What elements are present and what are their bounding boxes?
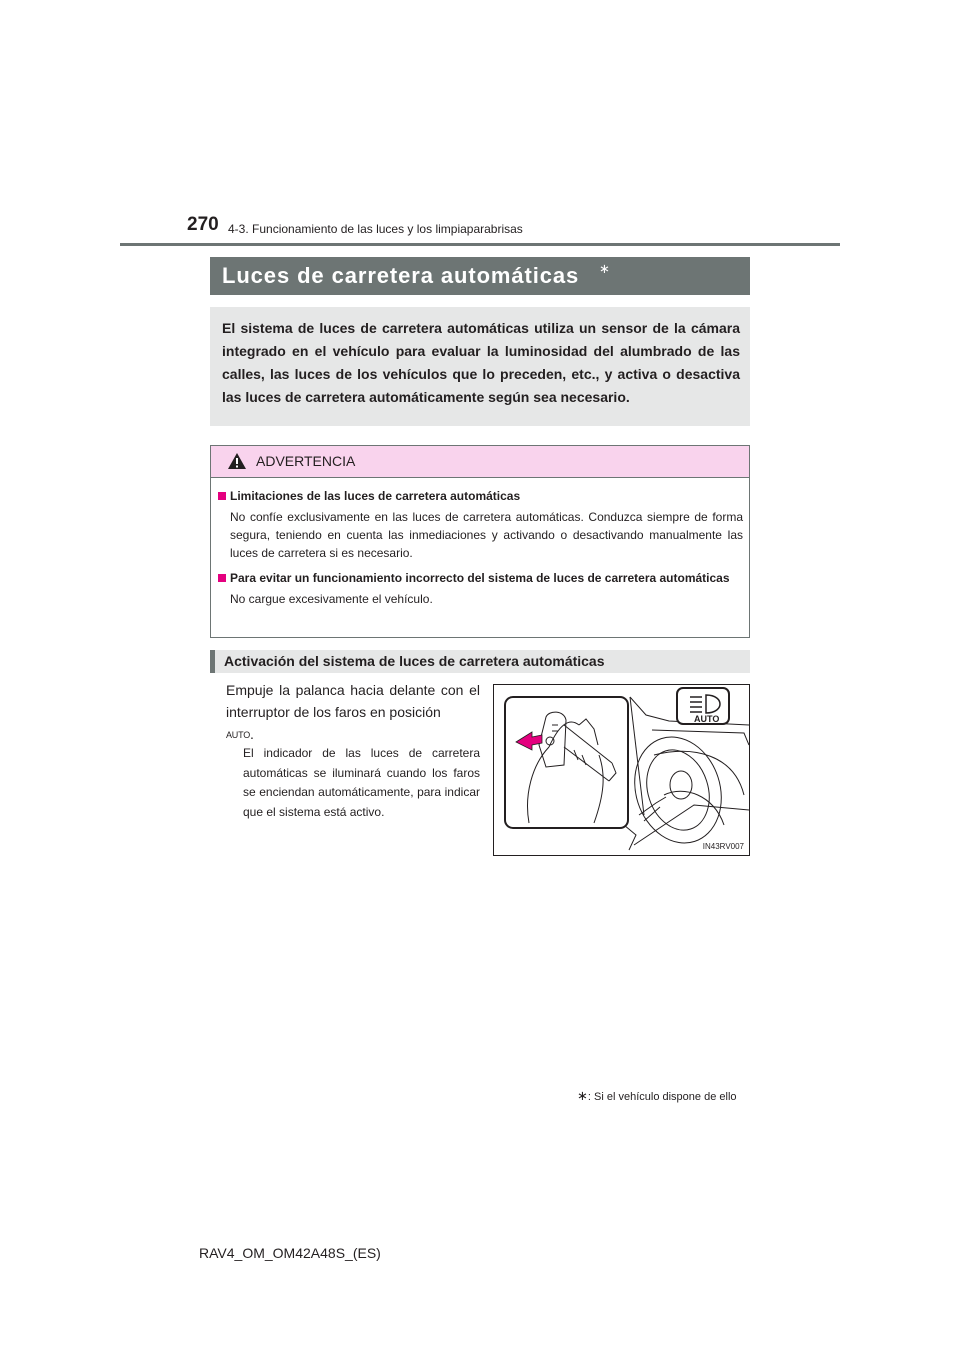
instruction-end: . [250, 726, 254, 742]
header-rule [120, 243, 840, 246]
warning-triangle-icon [227, 452, 247, 470]
warning-item-text: No cargue excesivamente el vehículo. [230, 592, 433, 606]
steering-lever-drawing [494, 685, 749, 855]
warning-item [218, 570, 743, 608]
warning-item-title-text: Para evitar un funcionamiento incorrecto del sistema de luces de carretera automáticas [230, 571, 730, 585]
warning-box [210, 445, 750, 638]
warning-title: ADVERTENCIA [256, 453, 356, 469]
intro-text: El sistema de luces de carretera automáticas utiliza un sensor de la cámara integrado en el vehículo para evaluar la luminosidad del alumbrado de las calles, las luces de los vehículos que lo preceden, etc., y activa o desactiva las luces de carretera automáticamente según sea necesario. [222, 320, 740, 405]
warning-header [211, 446, 749, 478]
warning-item-text: No confíe exclusivamente en las luces de carretera automáticas. Conduzca siempre de forma segura, teniendo en cuenta las inmediaciones y activando o desactivando manualmente las luces de carretera si es necesario. [230, 510, 743, 560]
headlight-indicator-icon [677, 688, 729, 724]
title-bar [210, 257, 750, 295]
square-bullet-icon [218, 574, 226, 582]
warning-item-title [218, 570, 743, 586]
document-code: RAV4_OM_OM42A48S_(ES) [199, 1245, 381, 1261]
instruction-main: Empuje la palanca hacia delante con el interruptor de los faros en posición [226, 682, 480, 720]
indicator-auto-label: AUTO [694, 714, 720, 724]
instruction-text [226, 679, 480, 745]
indicator-note: El indicador de las luces de carretera automáticas se iluminará cuando los faros se enciendan automáticamente, para indicar que el sistema está activo. [243, 746, 480, 819]
warning-item [218, 488, 743, 562]
footnote-text: : Si el vehículo dispone de ello [587, 1091, 737, 1103]
section-heading: Activación del sistema de luces de carretera automáticas [224, 653, 605, 669]
section-path: 4-3. Funcionamiento de las luces y los limpiaparabrisas [228, 222, 523, 236]
auto-switch-symbol: AUTO [226, 730, 251, 741]
square-bullet-icon [218, 492, 226, 500]
page-title: Luces de carretera automáticas [222, 263, 580, 288]
page-number: 270 [187, 214, 219, 235]
warning-item-title [218, 488, 743, 504]
title-asterisk: ∗ [599, 261, 610, 276]
intro-box [210, 307, 750, 426]
figure-code: IN43RV007 [702, 842, 744, 851]
section-accent [210, 650, 215, 673]
footnote-symbol: ∗ [577, 1088, 588, 1103]
footnote [577, 1088, 737, 1104]
section-heading-bar [210, 650, 750, 673]
warning-item-title-text: Limitaciones de las luces de carretera automáticas [230, 489, 521, 503]
lever-illustration [493, 684, 750, 856]
warning-body [218, 488, 743, 608]
